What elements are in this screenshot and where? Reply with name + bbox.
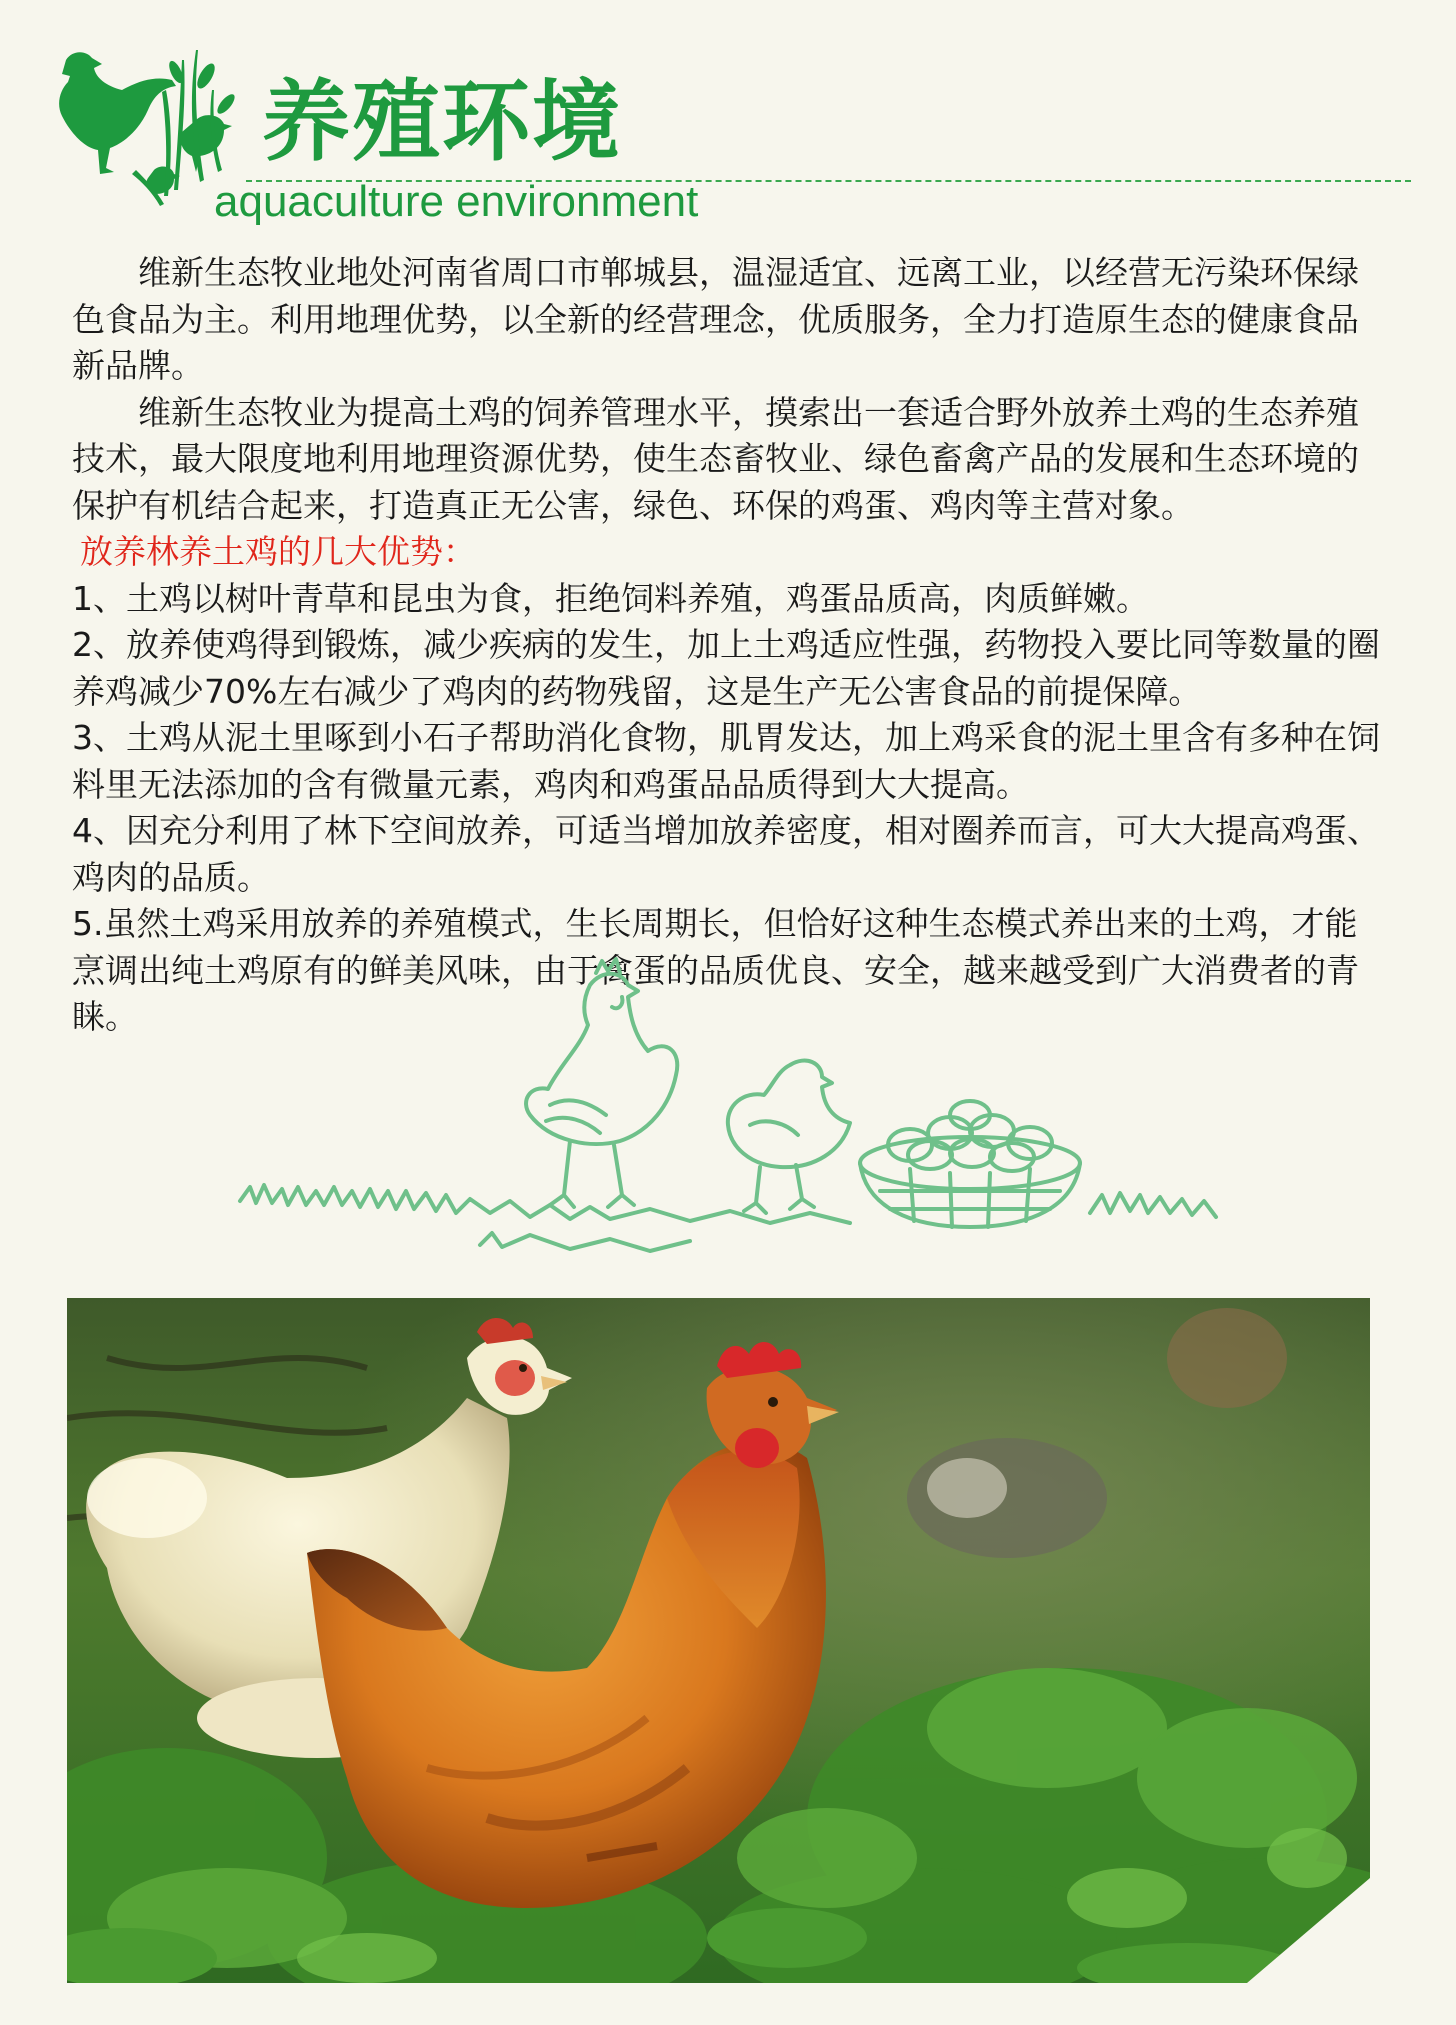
page-title: 养殖环境 [262,70,623,173]
intro-paragraph-1: 维新生态牧业地处河南省周口市郸城县，温湿适宜、远离工业，以经营无污染环保绿色食品为主。利用地理优势，以全新的经营理念，优质服务，全力打造原生态的健康食品新品牌。 [72,253,1359,385]
advantage-item-4: 4、因充分利用了林下空间放养，可适当增加放养密度，相对圈养而言，可大大提高鸡蛋、鸡肉的品质。 [72,811,1380,897]
article-body [72,250,1382,1041]
advantage-item-5: 5.虽然土鸡采用放养的养殖模式，生长周期长，但恰好这种生态模式养出来的土鸡，才能烹调出纯土鸡原有的鲜美风味，由于禽蛋的品质优良、安全，越来越受到广大消费者的青睐。 [72,904,1359,1036]
header [36,20,1426,226]
page-subtitle: aquaculture environment [214,177,699,226]
intro-paragraph-2: 维新生态牧业为提高土鸡的饲养管理水平，摸索出一套适合野外放养土鸡的生态养殖技术，最大限度地利用地理资源优势，使生态畜牧业、绿色畜禽产品的发展和生态环境的保护有机结合起来，打造真正无公害，绿色、环保的鸡蛋、鸡肉等主营对象。 [72,392,1359,525]
advantage-item-1: 1、土鸡以树叶青草和昆虫为食，拒绝饲料养殖，鸡蛋品质高，肉质鲜嫩。 [72,578,1149,618]
rooster-hen-egg-basket-illustration-icon [230,955,1230,1275]
advantage-item-3: 3、土鸡从泥土里啄到小石子帮助消化食物，肌胃发达，加上鸡采食的泥土里含有多种在饲料里无法添加的含有微量元素，鸡肉和鸡蛋品品质得到大大提高。 [72,718,1380,804]
advantage-item-2: 2、放养使鸡得到锻炼，减少疾病的发生，加上土鸡适应性强，药物投入要比同等数量的圈养鸡减少70%左右减少了鸡肉的药物残留，这是生产无公害食品的前提保障。 [72,625,1380,711]
free-range-chickens-photo [67,1298,1370,1983]
advantages-heading: 放养林养土鸡的几大优势： [80,532,476,571]
